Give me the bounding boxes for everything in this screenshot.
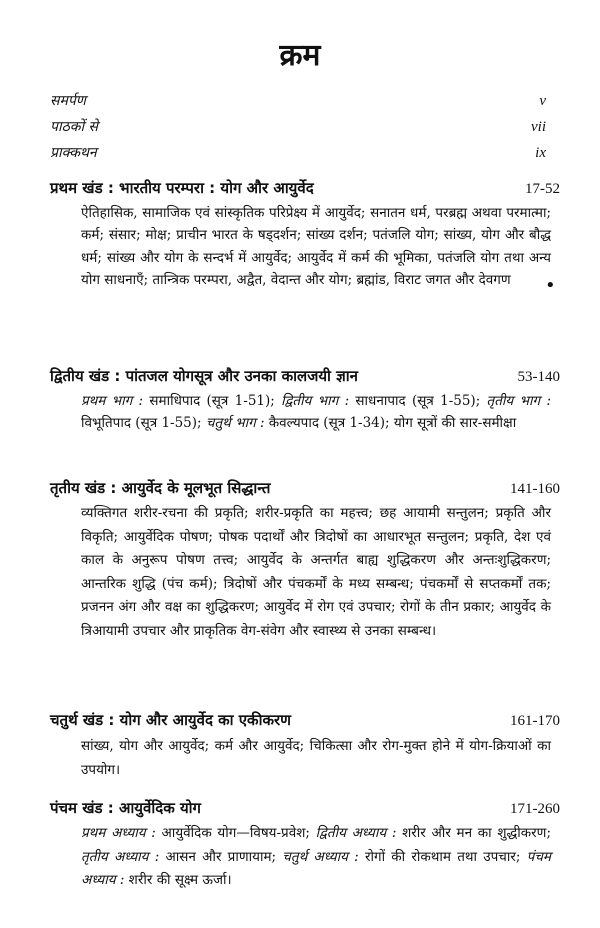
section-3 xyxy=(50,474,560,644)
part-text: साधनापाद (सूत्र 1-55); xyxy=(349,393,487,409)
section-1 xyxy=(50,174,560,292)
front-matter-page: vii xyxy=(531,119,546,135)
section-pages: 53-140 xyxy=(517,369,560,385)
section-heading-row xyxy=(50,362,560,390)
front-matter-item xyxy=(50,88,546,114)
part-text: कैवल्यपाद (सूत्र 1-34); योग सूत्रों की सार-समीक्षा xyxy=(264,415,517,431)
part-label: द्वितीय अध्याय : xyxy=(315,825,397,841)
section-pages: 171-260 xyxy=(510,801,560,817)
part-text: आयुर्वेदिक योग—विषय-प्रवेश; xyxy=(155,825,316,841)
section-5 xyxy=(50,794,560,893)
section-title: पंचम खंड : आयुर्वेदिक योग xyxy=(50,799,201,817)
part-text: शरीर और मन का शुद्धीकरण; xyxy=(396,825,551,841)
section-heading-row xyxy=(50,706,560,734)
part-label: पंचम अध्याय : xyxy=(81,848,551,888)
section-title: द्वितीय खंड : पांतजल योगसूत्र और उनका कालजयी ज्ञान xyxy=(50,367,358,385)
front-matter-item xyxy=(50,140,546,166)
section-2 xyxy=(50,362,560,434)
section-pages: 17-52 xyxy=(525,181,560,197)
part-label: द्वितीय भाग : xyxy=(281,393,350,409)
section-title: प्रथम खंड : भारतीय परम्परा : योग और आयुर्वेद xyxy=(50,179,314,197)
front-matter-page: ix xyxy=(535,145,546,161)
section-pages: 141-160 xyxy=(510,481,560,497)
section-title: चतुर्थ खंड : योग और आयुर्वेद का एकीकरण xyxy=(50,711,291,729)
part-label: तृतीय भाग : xyxy=(486,393,551,409)
front-matter-item xyxy=(50,114,546,140)
section-summary xyxy=(81,822,551,893)
section-heading-row xyxy=(50,474,560,502)
page-title: क्रम xyxy=(279,38,321,73)
section-summary xyxy=(81,390,551,434)
front-matter-list xyxy=(50,88,546,166)
section-heading-row xyxy=(50,794,560,822)
part-text: आसन और प्राणायाम; xyxy=(159,848,283,865)
section-pages: 161-170 xyxy=(510,713,560,729)
section-summary: व्यक्तिगत शरीर-रचना की प्रकृति; शरीर-प्रकृति का महत्त्व; छह आयामी सन्तुलन; प्रकृति और विकृति; आयुर्वेदिक पोषण; पोषक पदार्थों और त्रिदोषों का आधारभूत सन्तुलन; प्रकृति, देश एवं काल के अनुरूप पोषण तत्त्व; आयुर्वेद के अन्तर्गत बाह्य शुद्धिकरण और अन्तःशुद्धिकरण; आन्तरिक शुद्धि (पंच कर्म); त्रिदोषों और पंचकर्मों के मध्य सम्बन्ध; पंचकर्मों से सप्तकर्मों तक; प्रजनन अंग और वक्ष का शुद्धिकरण; आयुर्वेद में रोग एवं उपचार; रोगों के तीन प्रकार; आयुर्वेद के त्रिआयामी उपचार और प्राकृतिक वेग-संवेग और स्वास्थ्य से उनका सम्बन्ध। xyxy=(81,505,551,639)
part-text: समाधिपाद (सूत्र 1-51); xyxy=(143,393,282,409)
part-text: रोगों की रोकथाम तथा उपचार; xyxy=(358,848,527,865)
section-title: तृतीय खंड : आयुर्वेद के मूलभूत सिद्धान्त xyxy=(50,479,271,497)
section-summary: सांख्य, योग और आयुर्वेद; कर्म और आयुर्वेद; चिकित्सा और रोग-मुक्त होने में योग-क्रियाओं का उपयोग। xyxy=(81,738,551,778)
section-heading-row xyxy=(50,174,560,202)
part-label: प्रथम अध्याय : xyxy=(81,825,156,841)
part-text: शरीर की सूक्ष्म ऊर्जा। xyxy=(124,872,232,888)
front-matter-label: पाठकों से xyxy=(50,119,99,135)
front-matter-label: प्राक्कथन xyxy=(50,145,97,161)
part-label: प्रथम भाग : xyxy=(81,393,144,409)
front-matter-label: समर्पण xyxy=(50,93,86,109)
stray-mark: • xyxy=(545,275,556,296)
section-4 xyxy=(50,706,560,782)
section-summary: ऐतिहासिक, सामाजिक एवं सांस्कृतिक परिप्रेक्ष्य में आयुर्वेद; सनातन धर्म, परब्रह्म अथवा परमात्मा; कर्म; संसार; मोक्ष; प्राचीन भारत के षड्दर्शन; सांख्य दर्शन; पतंजलि योग; सांख्य, योग और बौद्ध धर्म; सांख्य और योग के सन्दर्भ में आयुर्वेद; आयुर्वेद में कर्म की भूमिका, पतंजलि योग तथा अन्य योग साधनाएँ; तान्त्रिक परम्परा, अद्वैत, वेदान्त और योग; ब्रह्मांड, विराट जगत और देवगण xyxy=(81,205,551,289)
part-label: तृतीय अध्याय : xyxy=(81,848,160,865)
part-text: विभूतिपाद (सूत्र 1-55); xyxy=(81,415,206,431)
front-matter-page: v xyxy=(539,93,546,109)
part-label: चतुर्थ भाग : xyxy=(205,415,265,431)
part-label: चतुर्थ अध्याय : xyxy=(282,848,359,865)
